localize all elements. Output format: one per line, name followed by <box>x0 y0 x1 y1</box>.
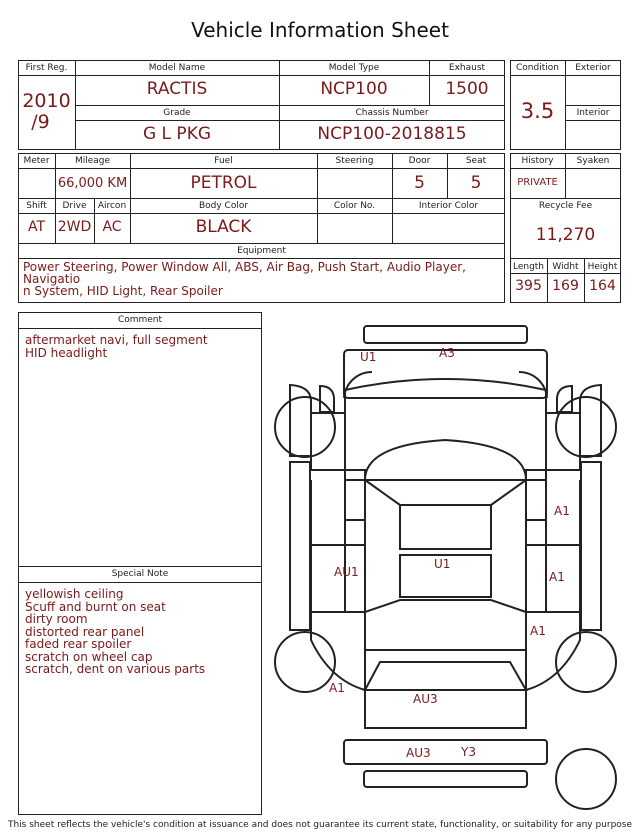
diagram-mark-bottom-right: Y3 <box>461 745 476 759</box>
width-value: 169 <box>552 278 579 294</box>
first-reg-label: First Reg. <box>25 63 68 73</box>
grade-label: Grade <box>163 108 191 118</box>
drive-label: Drive <box>62 201 87 211</box>
aircon-label: Aircon <box>97 201 127 211</box>
body-color-value: BLACK <box>195 217 252 237</box>
height-value: 164 <box>589 278 616 294</box>
shift-label: Shift <box>26 201 47 211</box>
first-reg-month: /9 <box>31 111 50 133</box>
fuel-value: PETROL <box>190 173 257 193</box>
diagram-mark-right-mid: A1 <box>549 570 565 584</box>
equipment-label: Equipment <box>237 246 286 256</box>
car-damage-diagram <box>268 318 632 818</box>
diagram-mark-right-upper: A1 <box>554 504 570 518</box>
model-name-label: Model Name <box>148 63 206 73</box>
exhaust-label: Exhaust <box>448 63 486 73</box>
disclaimer-footer: This sheet reflects the vehicle's condition at issuance and does not guarantee its current state, functionality, or suitability for any purpose <box>7 820 633 830</box>
syaken-label: Syaken <box>576 156 610 166</box>
history-value: PRIVATE <box>517 177 558 188</box>
diagram-mark-bottom-left: AU3 <box>406 746 431 760</box>
equipment-value: Power Steering, Power Window All, ABS, Air Bag, Push Start, Audio Player, Navigatio n System, HID Light, Rear Spoiler <box>23 260 466 298</box>
interior-color-label: Interior Color <box>418 201 479 211</box>
model-name-value: RACTIS <box>146 79 208 99</box>
comment-label: Comment <box>117 315 163 325</box>
recycle-fee-label: Recycle Fee <box>538 201 593 211</box>
wheel-rear-right <box>556 632 616 692</box>
seat-label: Seat <box>465 156 487 166</box>
condition-value: 3.5 <box>520 99 555 123</box>
seat-value: 5 <box>470 173 482 193</box>
diagram-mark-left-mid: AU1 <box>334 565 359 579</box>
diagram-mark-right-lower: A1 <box>530 624 546 638</box>
mileage-label: Mileage <box>74 156 111 166</box>
history-label: History <box>521 156 554 166</box>
page-title: Vehicle Information Sheet <box>191 18 449 42</box>
meter-label: Meter <box>23 156 50 166</box>
length-label: Length <box>512 262 545 272</box>
wheel-rear-left <box>275 632 335 692</box>
comment-box <box>18 312 262 815</box>
spare-wheel <box>556 749 616 809</box>
recycle-fee-value: 11,270 <box>535 225 596 245</box>
interior-label: Interior <box>576 108 610 118</box>
comment-text: aftermarket navi, full segment HID headlight <box>25 333 208 360</box>
drive-value: 2WD <box>57 219 92 235</box>
grade-value: G L PKG <box>142 124 212 144</box>
width-label: Widht <box>552 262 579 272</box>
steering-label: Steering <box>335 156 374 166</box>
wheel-front-left <box>275 397 335 457</box>
door-label: Door <box>408 156 431 166</box>
fuel-label: Fuel <box>214 156 233 166</box>
length-value: 395 <box>515 278 542 294</box>
condition-label: Condition <box>516 63 559 73</box>
exterior-label: Exterior <box>575 63 611 73</box>
chassis-label: Chassis Number <box>355 108 429 118</box>
model-type-label: Model Type <box>328 63 380 73</box>
first-reg-year: 2010 <box>22 90 71 112</box>
chassis-value: NCP100-2018815 <box>317 124 467 144</box>
shift-value: AT <box>27 219 46 235</box>
wheel-front-right <box>556 397 616 457</box>
color-no-label: Color No. <box>333 201 376 211</box>
diagram-mark-left-lower: A1 <box>329 681 345 695</box>
diagram-mark-top-left: U1 <box>360 350 377 364</box>
diagram-mark-center: U1 <box>434 557 451 571</box>
mileage-value: 66,000 KM <box>57 176 128 191</box>
height-label: Height <box>587 262 618 272</box>
aircon-value: AC <box>102 219 122 235</box>
diagram-mark-rear-center: AU3 <box>413 692 438 706</box>
special-note-label: Special Note <box>111 569 169 579</box>
diagram-mark-top-center: A3 <box>439 346 455 360</box>
body-color-label: Body Color <box>198 201 249 211</box>
door-value: 5 <box>414 173 425 193</box>
exhaust-value: 1500 <box>445 79 489 99</box>
model-type-value: NCP100 <box>320 79 388 99</box>
special-note-text: yellowish ceiling Scuff and burnt on seat dirty room distorted rear panel faded rear spoiler scratch on wheel cap scratch, dent on various parts <box>25 587 206 676</box>
